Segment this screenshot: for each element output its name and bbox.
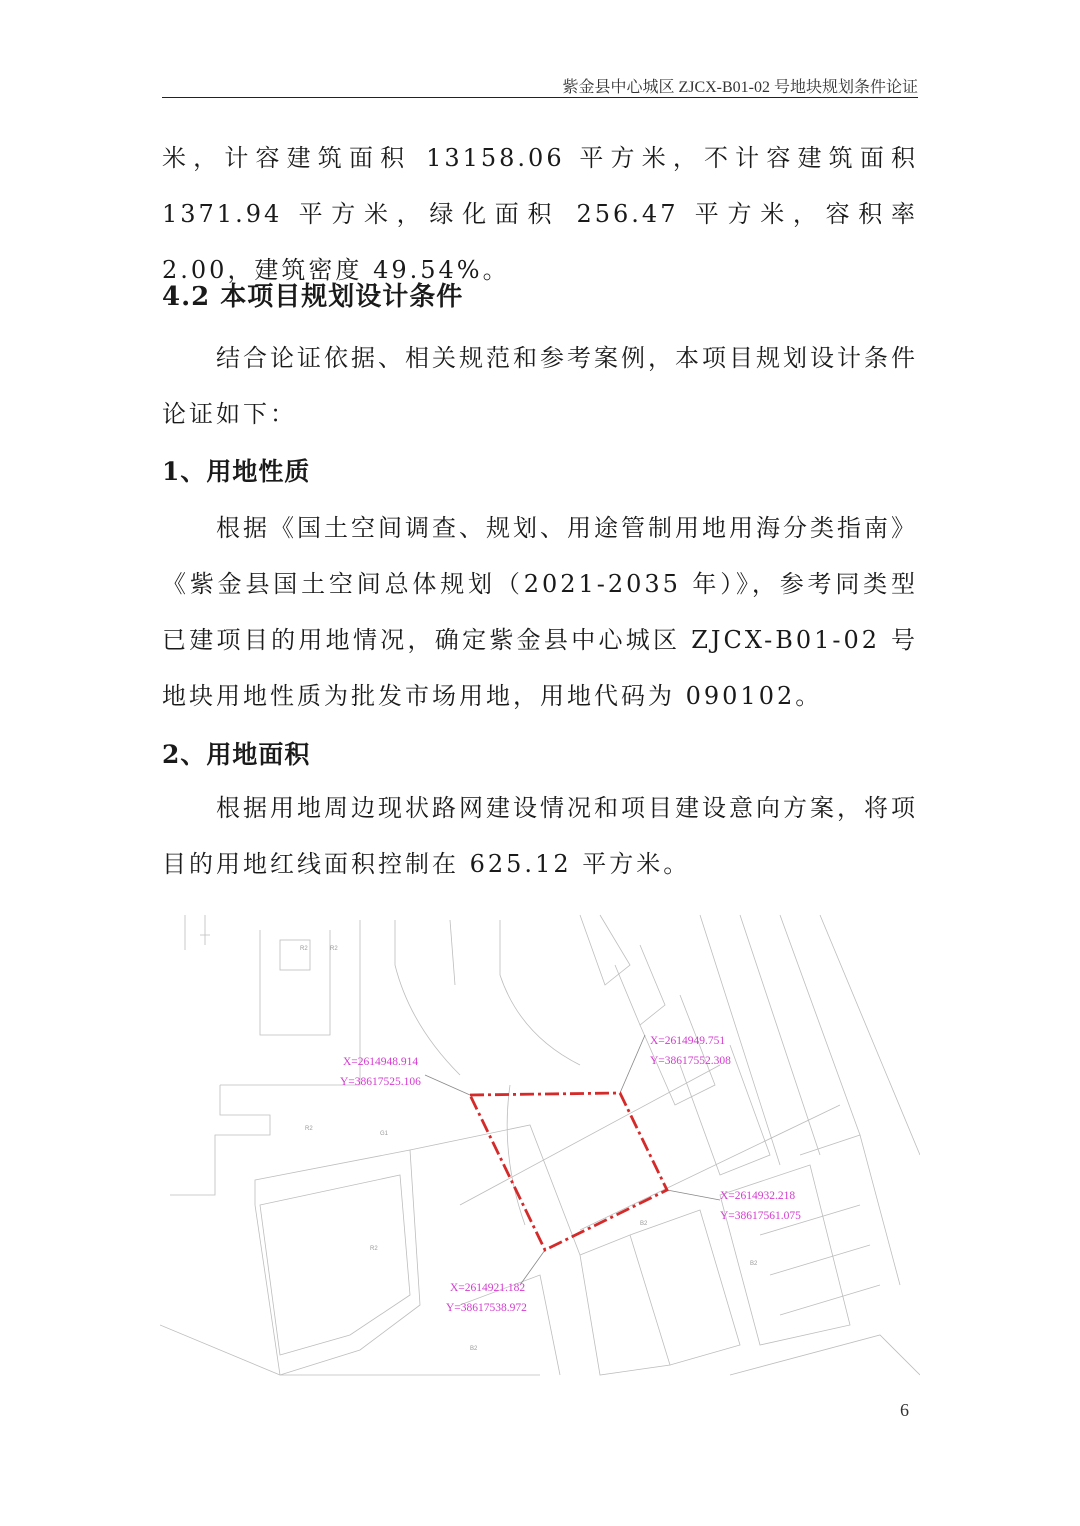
boundary-coordinates (340, 1035, 801, 1314)
svg-text:G1: G1 (380, 1131, 389, 1137)
leader-lines (425, 1035, 720, 1285)
svg-text:R2: R2 (330, 946, 338, 952)
subheading-land-area: 2、用地面积 (162, 740, 311, 769)
paragraph-continuation: 米，计容建筑面积 13158.06 平方米，不计容建筑面积 1371.94 平方米，绿化面积 256.47 平方米，容积率 2.00，建筑密度 49.54%。 (162, 144, 918, 284)
page-number: 6 (900, 1400, 909, 1420)
section-heading-4-2: 4.2 本项目规划设计条件 (162, 282, 464, 312)
paragraph-land-use: 根据《国土空间调查、规划、用途管制用地用海分类指南》《紫金县国土空间总体规划（2021-2035 年）》，参考同类型已建项目的用地情况，确定紫金县中心城区 ZJCX-B01-02 号地块用地性质为批发市场用地，用地代码为 090102。 (162, 514, 918, 710)
base-map-linework (160, 915, 920, 1375)
running-header: 紫金县中心城区 ZJCX-B01-02 号地块规划条件论证 (562, 79, 918, 96)
coord-ne-x: X=2614949.751 (650, 1035, 726, 1047)
header-rule (162, 97, 918, 98)
coord-nw-y: Y=38617525.106 (340, 1076, 421, 1088)
coord-sw-x: X=2614921.182 (450, 1282, 526, 1294)
svg-text:R2: R2 (300, 946, 308, 952)
svg-text:B2: B2 (470, 1346, 478, 1352)
svg-text:B2: B2 (640, 1221, 648, 1227)
paragraph-land-area: 根据用地周边现状路网建设情况和项目建设意向方案，将项目的用地红线面积控制在 625.12 平方米。 (162, 794, 918, 878)
coord-ne-y: Y=38617552.308 (650, 1055, 731, 1067)
subheading-land-use: 1、用地性质 (162, 457, 311, 486)
lot-labels (300, 946, 758, 1352)
coord-nw-x: X=2614948.914 (343, 1056, 419, 1068)
site-boundary-map (160, 905, 920, 1385)
coord-se-y: Y=38617561.075 (720, 1210, 801, 1222)
svg-text:R2: R2 (370, 1246, 378, 1252)
svg-text:R2: R2 (305, 1126, 313, 1132)
coord-se-x: X=2614932.218 (720, 1190, 796, 1202)
svg-text:B2: B2 (750, 1261, 758, 1267)
paragraph-intro: 结合论证依据、相关规范和参考案例，本项目规划设计条件论证如下： (162, 344, 918, 428)
site-red-line-boundary (470, 1093, 667, 1250)
coord-sw-y: Y=38617538.972 (446, 1302, 527, 1314)
